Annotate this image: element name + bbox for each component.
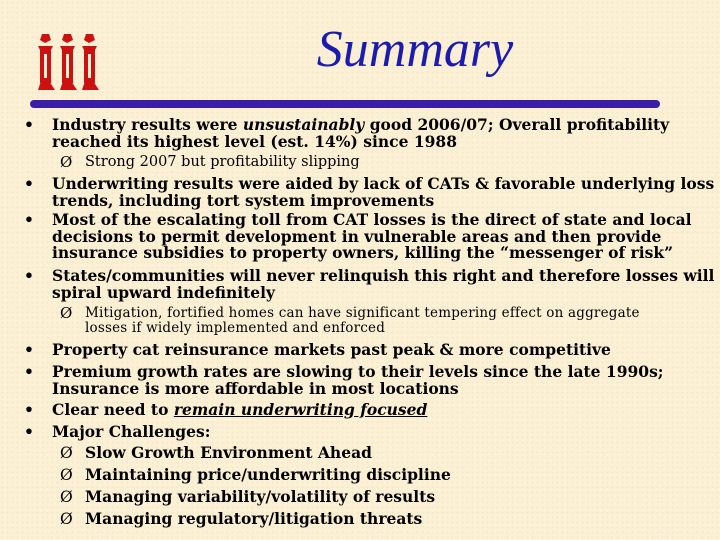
challenge-text: Slow Growth Environment Ahead [85, 443, 372, 462]
sub-bullet-text: Strong 2007 but profitability slipping [85, 154, 360, 170]
arrow-bullet-icon: Ø [60, 444, 73, 462]
arrow-bullet-icon: Ø [60, 510, 73, 528]
bullet-item [0, 424, 720, 442]
bullet-glyph: • [24, 210, 34, 229]
bullet-text: Property cat reinsurance markets past peak & more competitive [52, 340, 611, 359]
text-line: insurance subsidies to property owners, killing the “messenger of risk” [52, 243, 673, 262]
emphasis-text: unsustainably [242, 115, 365, 134]
bullet-text: Major Challenges: [52, 422, 211, 441]
underlined-emphasis-text: remain underwriting focused [173, 400, 428, 419]
arrow-bullet-icon: Ø [60, 466, 73, 484]
bullet-text [52, 176, 720, 209]
arrow-bullet-icon: Ø [60, 153, 73, 171]
bullet-item [0, 268, 720, 302]
text-line: spiral upward indefinitely [52, 282, 276, 302]
bullet-glyph: • [24, 266, 34, 285]
challenge-item [0, 466, 720, 486]
sub-bullet-item [0, 154, 720, 172]
text-line: Underwriting results were aided by lack of CATs & favorable underlying loss [52, 174, 715, 193]
bullet-item [0, 117, 720, 151]
text-line: Mitigation, fortified homes can have significant tempering effect on aggregate [85, 305, 640, 321]
arrow-bullet-icon: Ø [60, 488, 73, 506]
sub-bullet-text [85, 306, 715, 336]
text-line: Premium growth rates are slowing to their levels since the late 1990s; [52, 362, 664, 381]
bullet-item [0, 212, 720, 264]
bullet-item [0, 364, 720, 398]
bullet-glyph: • [24, 340, 34, 359]
arrow-bullet-icon: Ø [60, 304, 73, 322]
text-line: States/communities will never relinquish this right and therefore losses will [52, 266, 715, 285]
bullet-text [52, 364, 720, 397]
page-title: Summary [316, 21, 514, 78]
sub-bullet-item [0, 306, 720, 338]
bullet-glyph: • [24, 422, 34, 441]
text-line: Most of the escalating toll from CAT losses is the direct of state and local [52, 210, 692, 229]
text-line: decisions to permit development in vulnerable areas and then provide [52, 226, 662, 246]
bullet-text [52, 117, 720, 150]
text-segment: good 2006/07; Overall profitability [364, 115, 670, 134]
bullet-text [52, 212, 720, 262]
text-segment: Industry results were [52, 115, 243, 134]
bullet-item [0, 342, 720, 360]
bullet-glyph: • [24, 115, 34, 134]
text-line: Insurance is more affordable in most locations [52, 378, 459, 398]
challenge-item [0, 510, 720, 530]
bullet-glyph: • [24, 362, 34, 381]
bullet-glyph: • [24, 400, 34, 419]
bullet-text [52, 402, 720, 419]
challenge-item [0, 444, 720, 464]
bullet-item [0, 176, 720, 210]
text-line: trends, including tort system improvements [52, 190, 435, 210]
challenge-text: Maintaining price/underwriting discipline [85, 465, 451, 484]
challenge-item [0, 488, 720, 508]
text-line: losses if widely implemented and enforced [85, 320, 386, 336]
bullet-text [52, 268, 720, 301]
bullet-glyph: • [24, 174, 34, 193]
challenge-text: Managing regulatory/litigation threats [85, 509, 423, 528]
bullet-item [0, 402, 720, 420]
challenge-text: Managing variability/volatility of results [85, 487, 436, 506]
text-segment: Clear need to [52, 400, 174, 419]
text-line: reached its highest level (est. 14%) since 1988 [52, 131, 457, 151]
